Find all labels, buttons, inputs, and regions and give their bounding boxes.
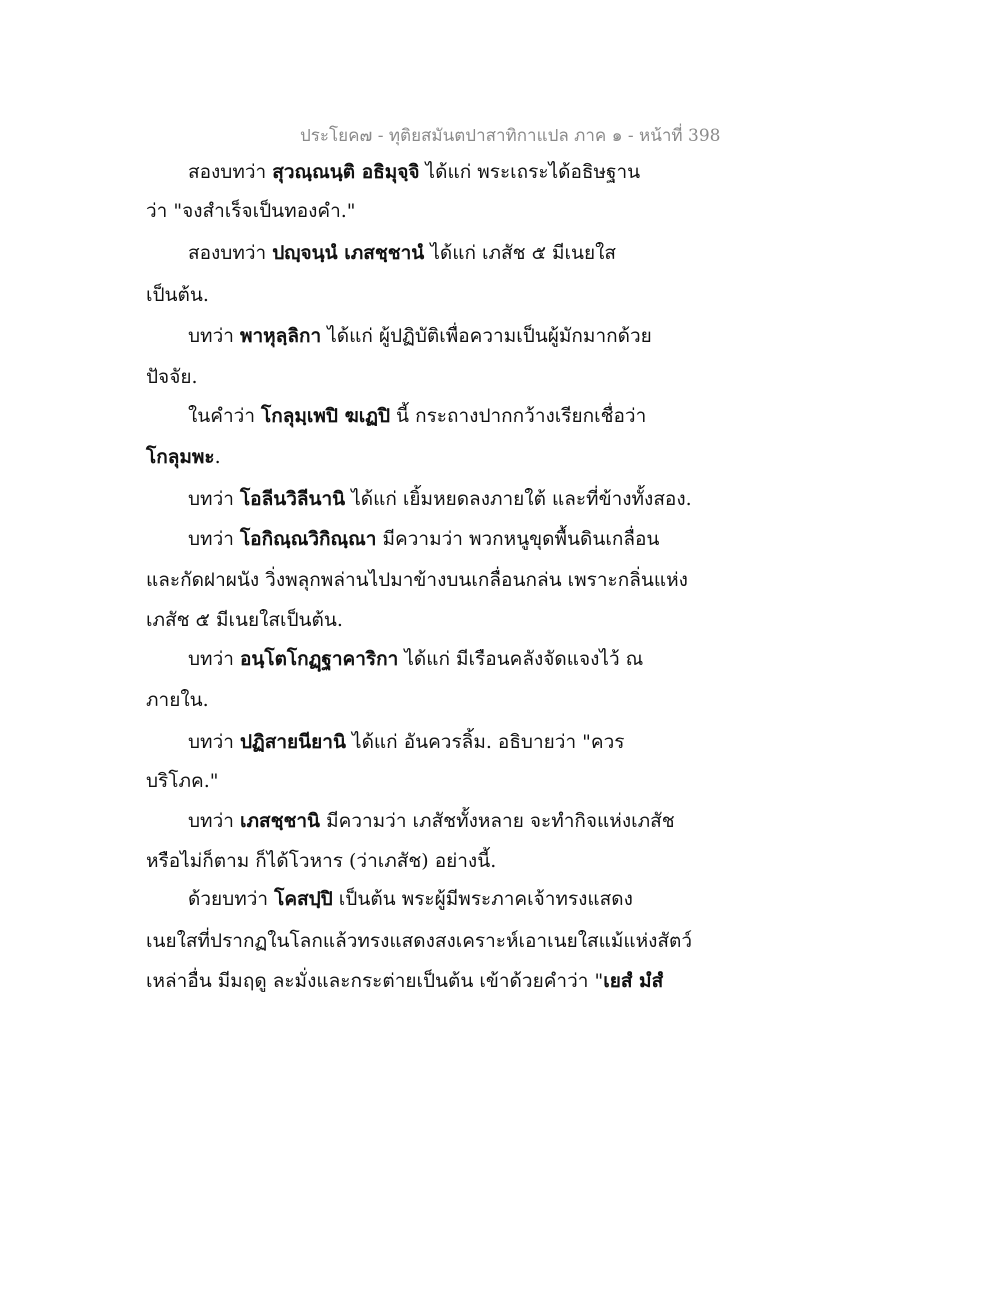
text-line: เภสัช ๕ มีเนยใสเป็นต้น. [146,609,343,631]
text-line: ว่า "จงสำเร็จเป็นทองคำ." [146,200,356,222]
text-line: โกลุมพะ. [146,446,221,468]
text-line: บทว่า โอกิณฺณวิกิณฺณา มีความว่า พวกหนูขุดพื้นดินเกลื่อน [188,528,660,550]
text-line: บทว่า เภสชฺชานิ มีความว่า เภสัชทั้งหลาย จะทำกิจแห่งเภสัช [188,810,675,832]
text-line: สองบทว่า ปญฺจนฺนํ เภสชฺชานํ ได้แก่ เภสัช ๕ มีเนยใส [188,242,617,264]
page-header: ประโยค๗ - ทุติยสมันตปาสาทิกาแปล ภาค ๑ - หน้าที่ 398 [300,126,721,146]
text-line: ภายใน. [146,689,209,711]
text-line: บทว่า โอลีนวิลีนานิ ได้แก่ เยิ้มหยดลงภายใต้ และที่ข้างทั้งสอง. [188,488,692,510]
text-line: บทว่า ปฏิสายนียานิ ได้แก่ อันควรลิ้ม. อธิบายว่า "ควร [188,731,625,753]
text-line: บทว่า อนฺโตโกฏฺฐาคาริกา ได้แก่ มีเรือนคลังจัดแจงไว้ ณ [188,648,644,670]
text-line: ในคำว่า โกลุมฺเพปิ ฆเฏปิ นี้ กระถางปากกว้างเรียกเชื่อว่า [188,405,647,427]
text-line: บทว่า พาหุลฺลิกา ได้แก่ ผู้ปฏิบัติเพื่อความเป็นผู้มักมากด้วย [188,325,652,347]
text-line: เป็นต้น. [146,284,209,306]
text-line: และกัดฝาผนัง วิ่งพลุกพล่านไปมาข้างบนเกลื่อนกล่น เพราะกลิ่นแห่ง [146,569,688,591]
text-line: ด้วยบทว่า โคสปฺปิ เป็นต้น พระผู้มีพระภาคเจ้าทรงแสดง [188,888,633,910]
text-line: ปัจจัย. [146,366,198,388]
text-line: บริโภค." [146,770,219,792]
text-line: เนยใสที่ปรากฏในโลกแล้วทรงแสดงสงเคราะห์เอาเนยใสแม้แห่งสัตว์ [146,930,693,952]
text-line: เหล่าอื่น มีมฤดู ละมั่งและกระต่ายเป็นต้น เข้าด้วยคำว่า "เยสํ มํสํ [146,970,664,992]
text-line: หรือไม่ก็ตาม ก็ได้โวหาร (ว่าเภสัช) อย่างนี้. [146,850,497,872]
text-line: สองบทว่า สุวณฺณนฺติ อธิมุจฺจิ ได้แก่ พระเถระได้อธิษฐาน [188,161,641,183]
